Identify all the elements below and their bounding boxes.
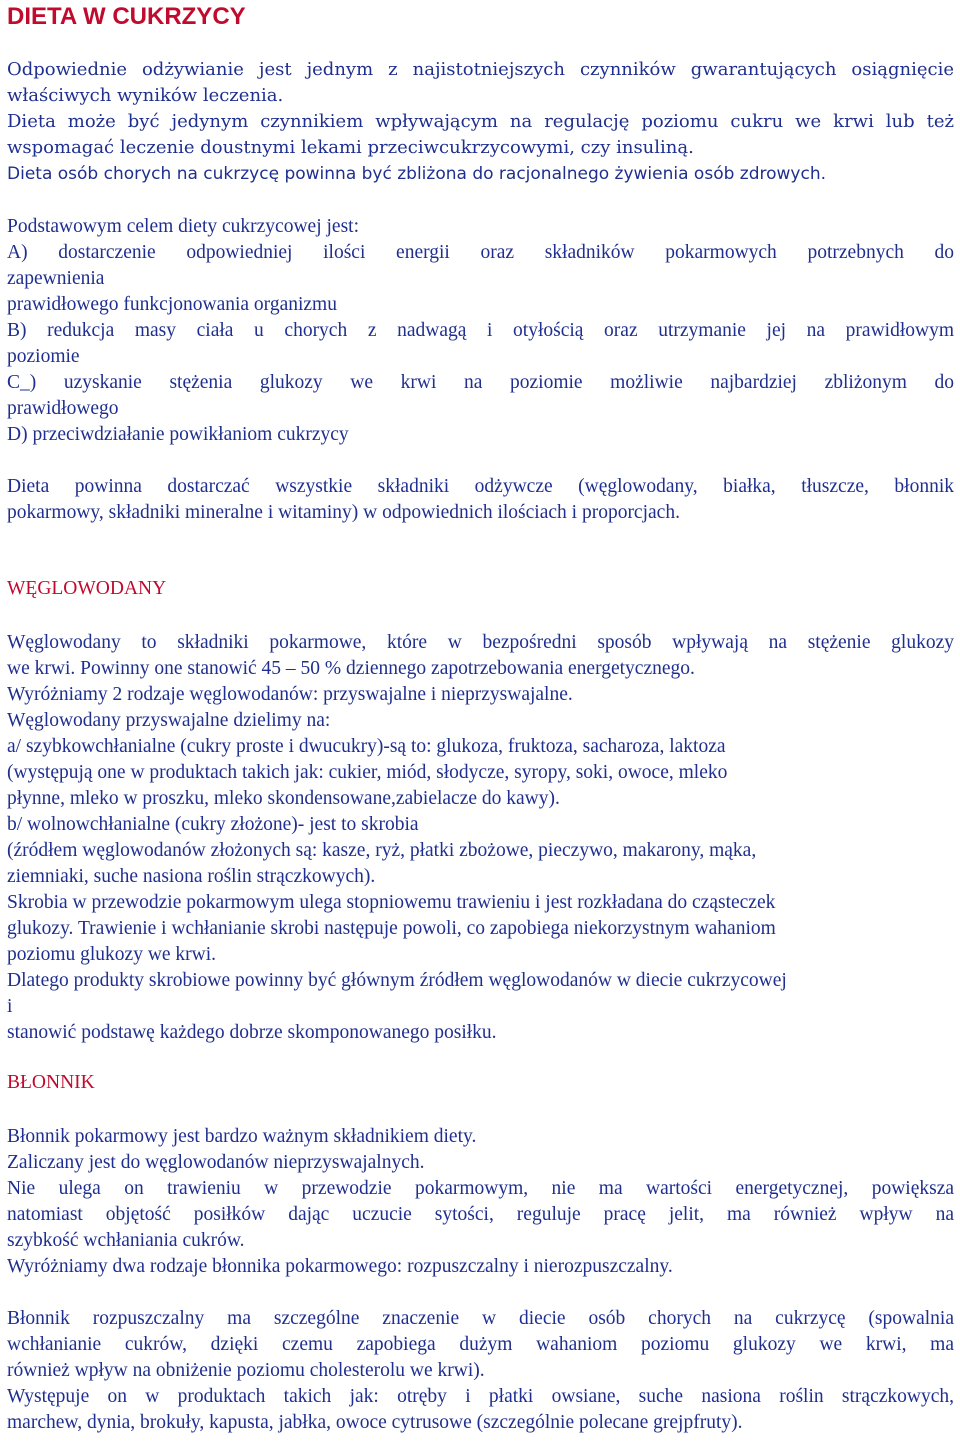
carbs-section [7,630,954,1046]
text-line: Błonnik rozpuszczalny ma szczególne znaczenie w diecie osób chorych na cukrzycę (spowalnia [7,1308,954,1329]
text-line: glukozy. Trawienie i wchłanianie skrobi następuje powoli, co zapobiega niekorzystnym wahaniom [7,918,776,939]
text-line: Skrobia w przewodzie pokarmowym ulega stopniowemu trawieniu i jest rozkładana do cząsteczek [7,892,776,913]
text-line: stanowić podstawę każdego dobrze skomponowanego posiłku. [7,1022,497,1043]
text-line: Dieta osób chorych na cukrzycę powinna być zbliżona do racjonalnego żywienia osób zdrowych. [7,164,827,184]
fiber-soluble-paragraph [7,1306,954,1436]
text-line: Węglowodany przyswajalne dzielimy na: [7,710,331,731]
document-title: DIETA W CUKRZYCY [7,3,246,30]
text-line: poziomie [7,346,80,367]
text-line: wchłanianie cukrów, dzięki czemu zapobiega dużym wahaniom poziomu glukozy we krwi, ma [7,1334,954,1355]
text-line: D) przeciwdziałanie powikłaniom cukrzycy [7,424,349,445]
text-line: Zaliczany jest do węglowodanów nieprzyswajalnych. [7,1152,425,1173]
goals-section [7,214,954,448]
section-heading-carbs: WĘGLOWODANY [7,578,167,599]
text-line: poziomu glukozy we krwi. [7,944,217,965]
text-line: Wyróżniamy dwa rodzaje błonnika pokarmowego: rozpuszczalny i nierozpuszczalny. [7,1256,673,1277]
intro-paragraph [7,57,954,187]
text-line: a/ szybkowchłanialne (cukry proste i dwucukry)-są to: glukoza, fruktoza, sacharoza, laktoza [7,736,726,757]
text-line: A) dostarczenie odpowiedniej ilości energii oraz składników pokarmowych potrzebnych do [7,242,954,263]
text-line: zapewnienia [7,268,105,289]
text-line: właściwych wyników leczenia. [7,85,284,106]
text-line: we krwi. Powinny one stanowić 45 – 50 % dziennego zapotrzebowania energetycznego. [7,658,695,679]
text-line: szybkość wchłaniania cukrów. [7,1230,245,1251]
section-heading-fiber: BŁONNIK [7,1072,95,1093]
text-line: C_) uzyskanie stężenia glukozy we krwi na poziomie możliwie najbardziej zbliżonym do [7,372,954,393]
text-line: Dieta może być jedynym czynnikiem wpływającym na regulację poziomu cukru we krwi lub też [7,111,954,132]
text-line: Odpowiednie odżywianie jest jednym z najistotniejszych czynników gwarantujących osiągnięcie [7,59,954,80]
text-line: Wyróżniamy 2 rodzaje węglowodanów: przyswajalne i nieprzyswajalne. [7,684,573,705]
text-line: i [7,996,13,1017]
text-line: (występują one w produktach takich jak: cukier, miód, słodycze, syropy, soki, owoce, mleko [7,762,728,783]
text-line: Nie ulega on trawieniu w przewodzie pokarmowym, nie ma wartości energetycznej, powiększa [7,1178,954,1199]
text-line: B) redukcja masy ciała u chorych z nadwagą i otyłością oraz utrzymanie jej na prawidłowym [7,320,954,341]
text-line: Węglowodany to składniki pokarmowe, które w bezpośredni sposób wpływają na stężenie glukozy [7,632,954,653]
text-line: wspomagać leczenie doustnymi lekami przeciwcukrzycowymi, czy insuliną. [7,137,694,158]
text-line: prawidłowego [7,398,119,419]
nutrients-paragraph [7,474,954,526]
text-line: pokarmowy, składniki mineralne i witaminy) w odpowiednich ilościach i proporcjach. [7,502,680,523]
text-line: Dieta powinna dostarczać wszystkie składniki odżywcze (węglowodany, białka, tłuszcze, błonnik [7,476,954,497]
text-line: Błonnik pokarmowy jest bardzo ważnym składnikiem diety. [7,1126,477,1147]
text-line: marchew, dynia, brokuły, kapusta, jabłka, owoce cytrusowe (szczególnie polecane grejpfruty). [7,1412,743,1433]
fiber-section [7,1124,954,1280]
text-line: (źródłem węglowodanów złożonych są: kasze, ryż, płatki zbożowe, pieczywo, makarony, mąka, [7,840,757,861]
text-line: ziemniaki, suche nasiona roślin strączkowych). [7,866,376,887]
text-line: Dlatego produkty skrobiowe powinny być głównym źródłem węglowodanów w diecie cukrzycowej [7,970,787,991]
text-line: płynne, mleko w proszku, mleko skondensowane,zabielacze do kawy). [7,788,560,809]
text-line: również wpływ na obniżenie poziomu cholesterolu we krwi). [7,1360,485,1381]
text-line: b/ wolnowchłanialne (cukry złożone)- jest to skrobia [7,814,419,835]
text-line: Występuje on w produktach takich jak: otręby i płatki owsiane, suche nasiona roślin strączkowych, [7,1386,954,1407]
text-line: prawidłowego funkcjonowania organizmu [7,294,337,315]
text-line: natomiast objętość posiłków dając uczucie sytości, reguluje pracę jelit, ma również wpływ na [7,1204,954,1225]
text-line: Podstawowym celem diety cukrzycowej jest: [7,216,359,237]
